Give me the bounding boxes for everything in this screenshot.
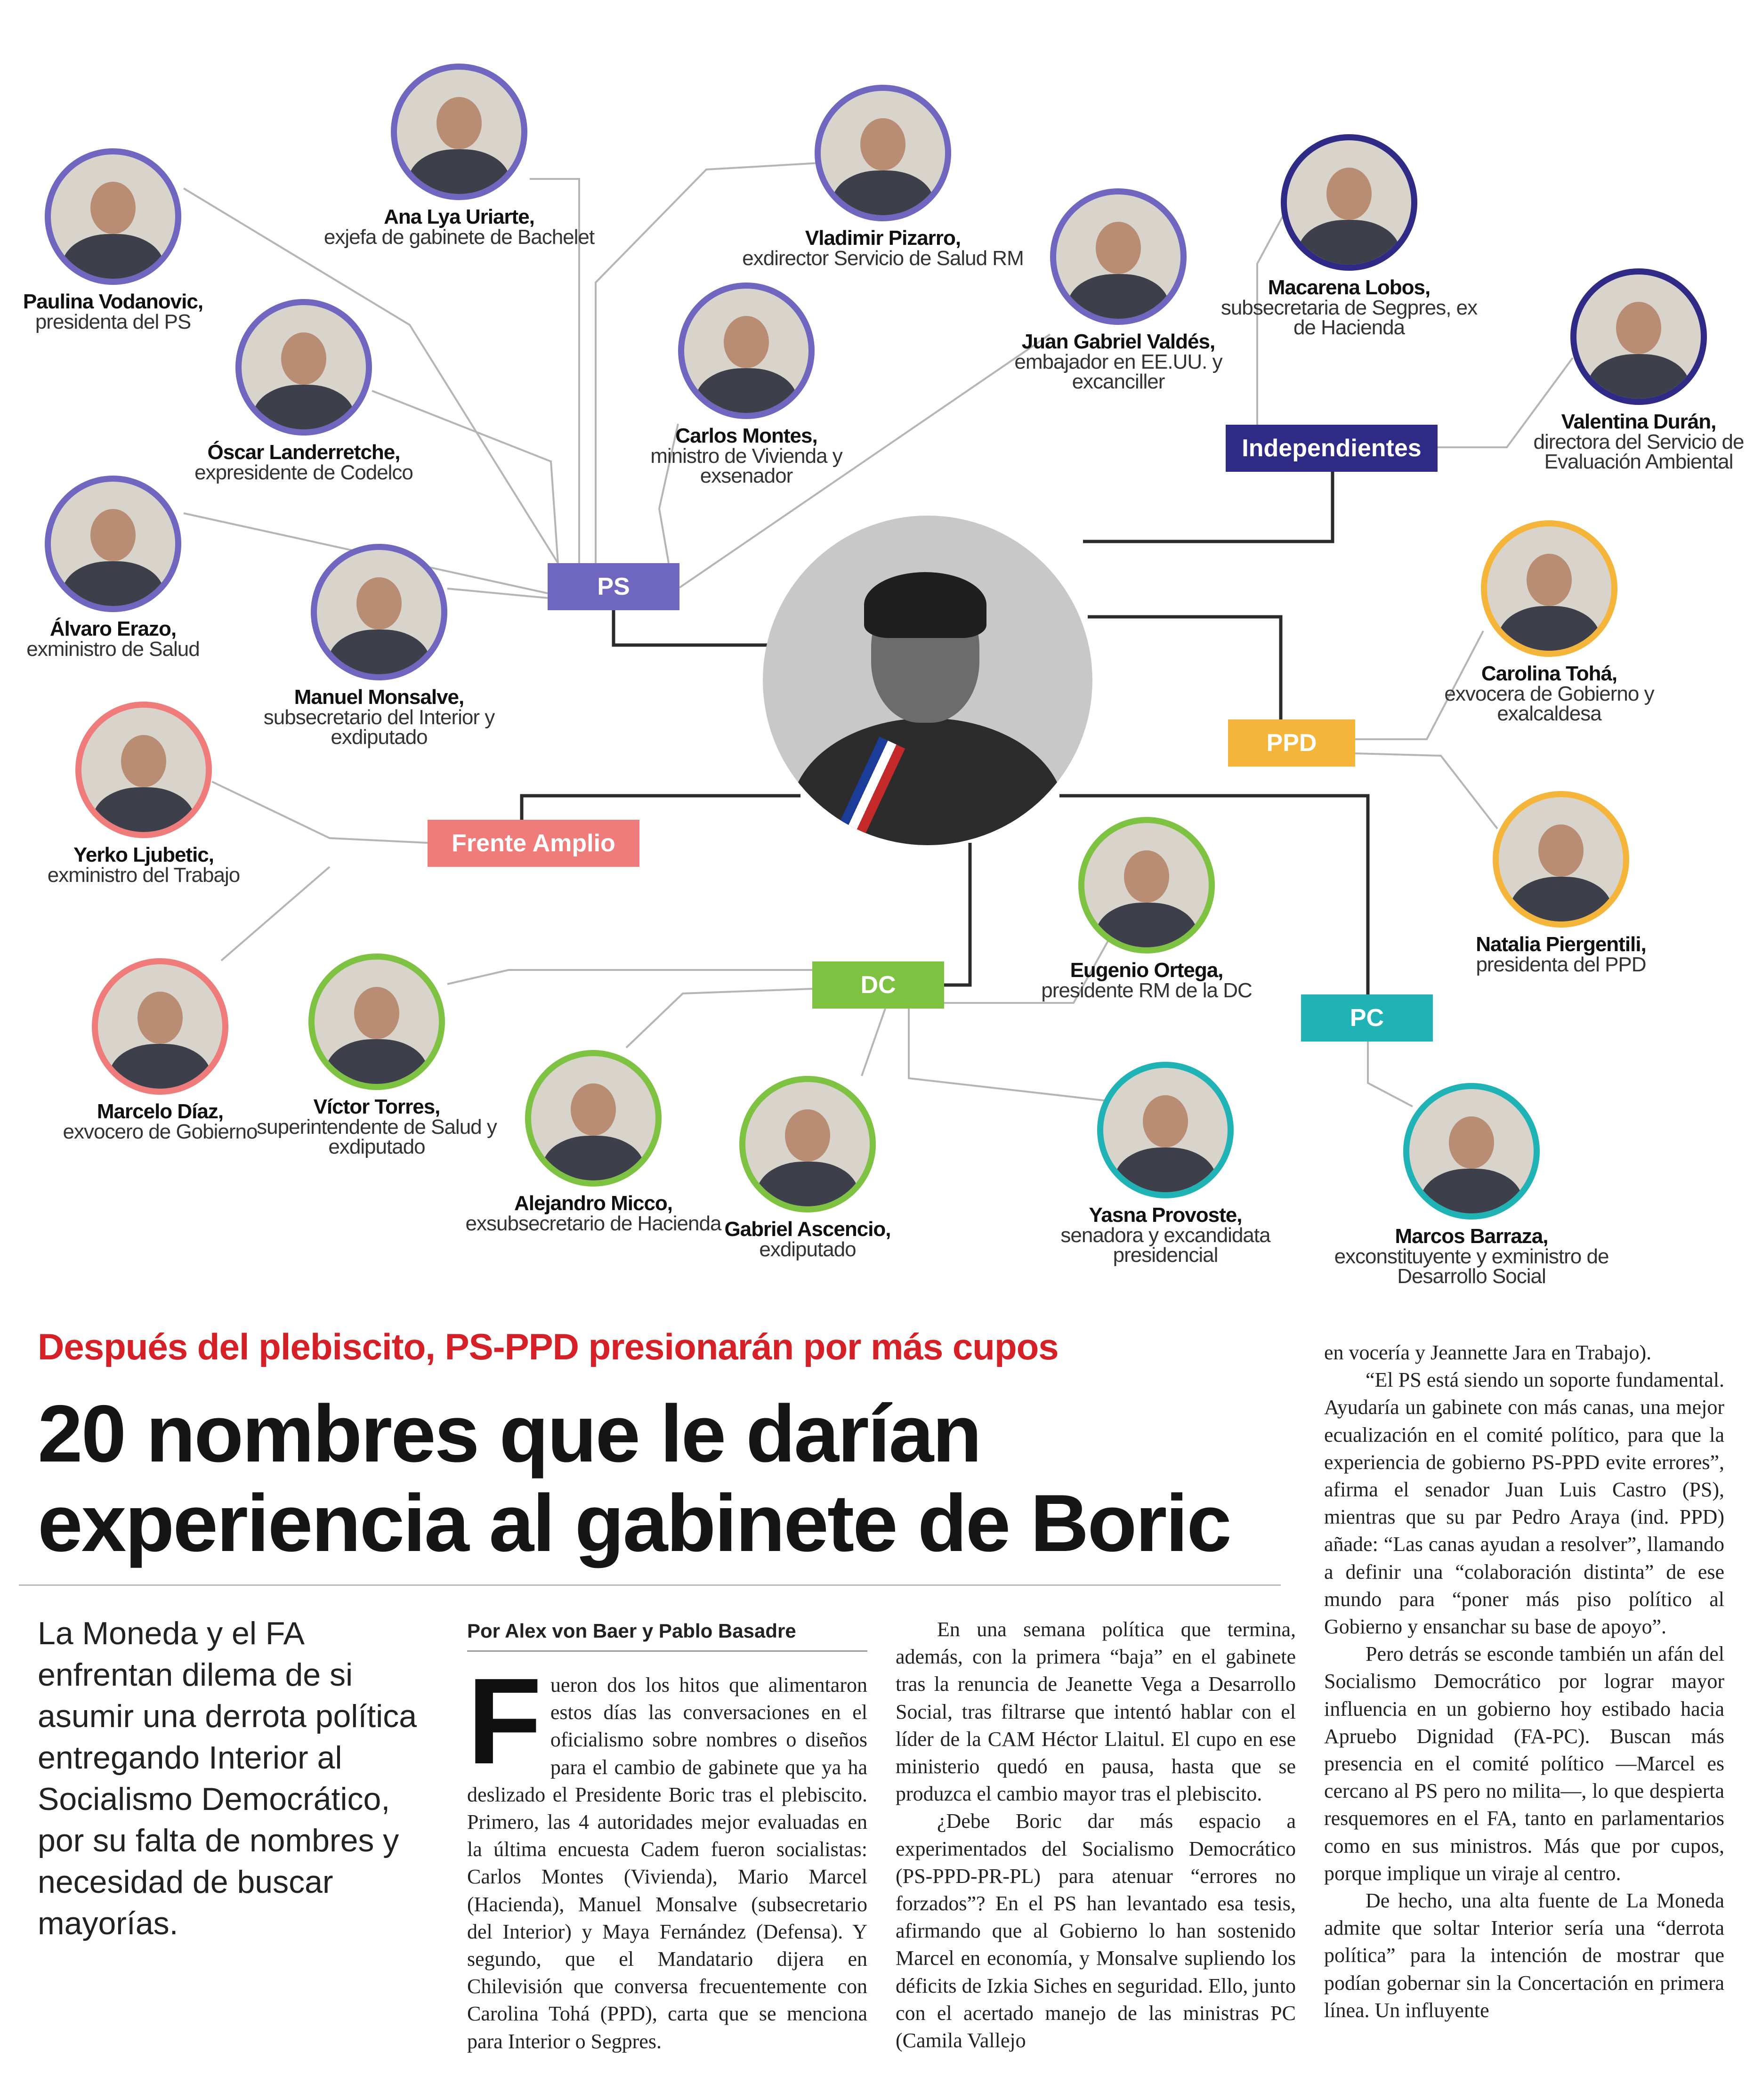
- portrait-photo: [678, 283, 815, 419]
- portrait-photo: [1570, 268, 1707, 405]
- paragraph: Pero detrás se esconde también un afán del Socialismo Democrático por lograr mayor influencia en un gobierno hoy estibado hacia Apruebo Dignidad (FA-PC). Buscan más presencia en el comité político —Marcel es cercano al PS pero no milita—, lo que despierta resquemores en el FA, tanto en parlamentarios como en sus ministros. Más que por cupos, porque implique un viraje al centro.: [1324, 1642, 1724, 1885]
- person-vladimir-pizarro: Vladimir Pizarro, exdirector Servicio de Salud RM: [742, 85, 1024, 268]
- paragraph: De hecho, una alta fuente de La Moneda admite que soltar Interior sería una “derrota política” para la intención de mostrar que podían gobernar sin la Concertación en primera línea. Un influyente: [1324, 1889, 1724, 2022]
- person-yerko-ljubetic: Yerko Ljubetic, exministro del Trabajo: [2, 702, 285, 885]
- portrait-photo: [1493, 791, 1629, 928]
- portrait-photo: [525, 1050, 662, 1187]
- portrait-photo: [1281, 134, 1417, 271]
- paragraph: Fueron dos los hitos que alimentaron estos días las conversaciones en el oficialismo sobre nombres o diseños para el cambio de gabinete que ya ha deslizado el Presidente Boric tras el plebiscito. Primero, las 4 autoridades mejor evaluadas en la última encuesta Cadem fueron socialistas: Carlos Montes (Vivienda), Mario Marcel (Hacienda), Manuel Monsalve (subsecretario del Interior) y Maya Fernández (Defensa). Y segundo, que el Mandatario dijera en Chilevisión que conversa frecuentemente con Carolina Tohá (PPD), carta que se menciona para Interior o Segpres.: [467, 1653, 867, 2053]
- person-alvaro-erazo: Álvaro Erazo, exministro de Salud: [0, 476, 254, 659]
- person-juan-gabriel-valdes: Juan Gabriel Valdés, embajador en EE.UU. y excanciller: [977, 188, 1260, 392]
- person-marcelo-diaz: Marcelo Díaz, exvocero de Gobierno: [19, 958, 301, 1142]
- article-headline: [38, 1389, 1230, 1568]
- portrait-photo: [815, 85, 951, 221]
- connector-line: [614, 610, 772, 645]
- connector-line: [944, 843, 970, 985]
- person-valentina-duran: Valentina Durán, directora del Servicio de Evaluación Ambiental: [1497, 268, 1762, 472]
- portrait-photo: [75, 702, 212, 838]
- drop-cap: F: [467, 1653, 542, 1790]
- person-gabriel-ascencio: Gabriel Ascencio, exdiputado: [666, 1076, 949, 1260]
- portrait-photo: [1078, 817, 1215, 953]
- party-label-ppd: PPD: [1228, 719, 1355, 767]
- portrait-photo: [45, 148, 181, 285]
- person-oscar-landerretche: Óscar Landerretche, expresidente de Codelco: [162, 299, 445, 483]
- person-marcos-barraza: Marcos Barraza, exconstituyente y exministro de Desarrollo Social: [1330, 1083, 1613, 1286]
- portrait-photo: [391, 64, 527, 200]
- portrait-photo: [739, 1076, 876, 1212]
- portrait-photo: [311, 544, 447, 680]
- portrait-photo: [1481, 520, 1617, 657]
- connector-line: [626, 989, 812, 1048]
- party-label-independientes: Independientes: [1226, 425, 1438, 472]
- portrait-photo: [1403, 1083, 1540, 1220]
- article-byline: Por Alex von Baer y Pablo Basadre: [467, 1620, 796, 1642]
- party-label-ps: PS: [548, 563, 679, 610]
- portrait-photo: [1050, 188, 1187, 325]
- article-column-3: [1324, 1339, 1724, 2024]
- person-manuel-monsalve: Manuel Monsalve, subsecretario del Interior y exdiputado: [238, 544, 520, 747]
- byline-divider: [467, 1650, 867, 1652]
- portrait-photo: [92, 958, 228, 1095]
- headline-line-2: experiencia al gabinete de Boric: [38, 1478, 1230, 1568]
- person-natalia-piergentili: Natalia Piergentili, presidenta del PPD: [1420, 791, 1702, 975]
- person-paulina-vodanovic: Paulina Vodanovic, presidenta del PS: [0, 148, 254, 332]
- person-ana-lya-uriarte: Ana Lya Uriarte, exjefa de gabinete de Bachelet: [318, 64, 600, 247]
- article-kicker: Después del plebiscito, PS-PPD presionarán por más cupos: [38, 1326, 1059, 1367]
- article-column-2: [896, 1616, 1296, 2054]
- person-yasna-provoste: Yasna Provoste, senadora y excandidata presidencial: [1024, 1062, 1307, 1265]
- connector-line: [522, 796, 800, 820]
- headline-divider: [19, 1584, 1281, 1586]
- boric-portrait: [763, 516, 1092, 845]
- paragraph: en vocería y Jeannette Jara en Trabajo).: [1324, 1341, 1652, 1364]
- connector-line: [862, 1009, 885, 1076]
- paragraph: “El PS está siendo un soporte fundamental. Ayudaría un gabinete con más canas, una mejor ecualización en el comité político, para que la experiencia de gobierno PS-PPD evite errores”, afirma el senador Juan Luis Castro (PS), mientras que su par Pedro Araya (ind. PPD) añade: “Las canas ayudan a resolver”, llamando a definir una “colaboración distinta” de ese mundo para “poner más piso político al Gobierno y ensanchar su base de apoyo”.: [1324, 1368, 1724, 1639]
- person-carolina-toha: Carolina Tohá, exvocera de Gobierno y exalcaldesa: [1408, 520, 1690, 724]
- person-macarena-lobos: Macarena Lobos, subsecretaria de Segpres, ex de Hacienda: [1208, 134, 1490, 338]
- headline-line-1: 20 nombres que le darían: [38, 1389, 981, 1479]
- portrait-photo: [235, 299, 372, 436]
- connector-line: [1083, 472, 1333, 541]
- party-label-pc: PC: [1301, 994, 1433, 1042]
- paragraph: ¿Debe Boric dar más espacio a experimentados del Socialismo Democrático (PS-PPD-PR-PL) para atenuar “errores no forzados”? En el PS han levantado esa tesis, afirmando que al Gobierno lo han sostenido Marcel en economía, y Monsalve supliendo los déficits de Izkia Siches en seguridad. Ello, junto con el acertado manejo de las ministras PC (Camila Vallejo: [896, 1809, 1296, 2052]
- person-alejandro-micco: Alejandro Micco, exsubsecretario de Hacienda: [452, 1050, 735, 1234]
- person-victor-torres: Víctor Torres, superintendente de Salud y exdiputado: [235, 953, 518, 1157]
- party-label-dc: DC: [812, 961, 944, 1009]
- article-column-1: [467, 1653, 867, 2055]
- portrait-photo: [1097, 1062, 1234, 1198]
- person-eugenio-ortega: Eugenio Ortega, presidente RM de la DC: [1005, 817, 1288, 1001]
- person-carlos-montes: Carlos Montes, ministro de Vivienda y exsenador: [605, 283, 888, 486]
- paragraph: En una semana política que termina, además, con la primera “baja” en el gabinete tras la renuncia de Jeanette Vega a Desarrollo Social, tras filtrarse que intentó hablar con el líder de la CAM Héctor Llaitul. El cupo en ese ministerio quedó en pausa, hasta que se produzca el cambio mayor tras el plebiscito.: [896, 1618, 1296, 1806]
- connector-line: [1088, 617, 1281, 719]
- portrait-photo: [45, 476, 181, 612]
- portrait-photo: [308, 953, 445, 1090]
- party-label-frente-amplio: Frente Amplio: [428, 820, 639, 867]
- article-summary: La Moneda y el FA enfrentan dilema de si asumir una derrota política entregando Interior al Socialismo Democrático, por su falta de nombres y necesidad de buscar mayorías.: [38, 1615, 417, 1941]
